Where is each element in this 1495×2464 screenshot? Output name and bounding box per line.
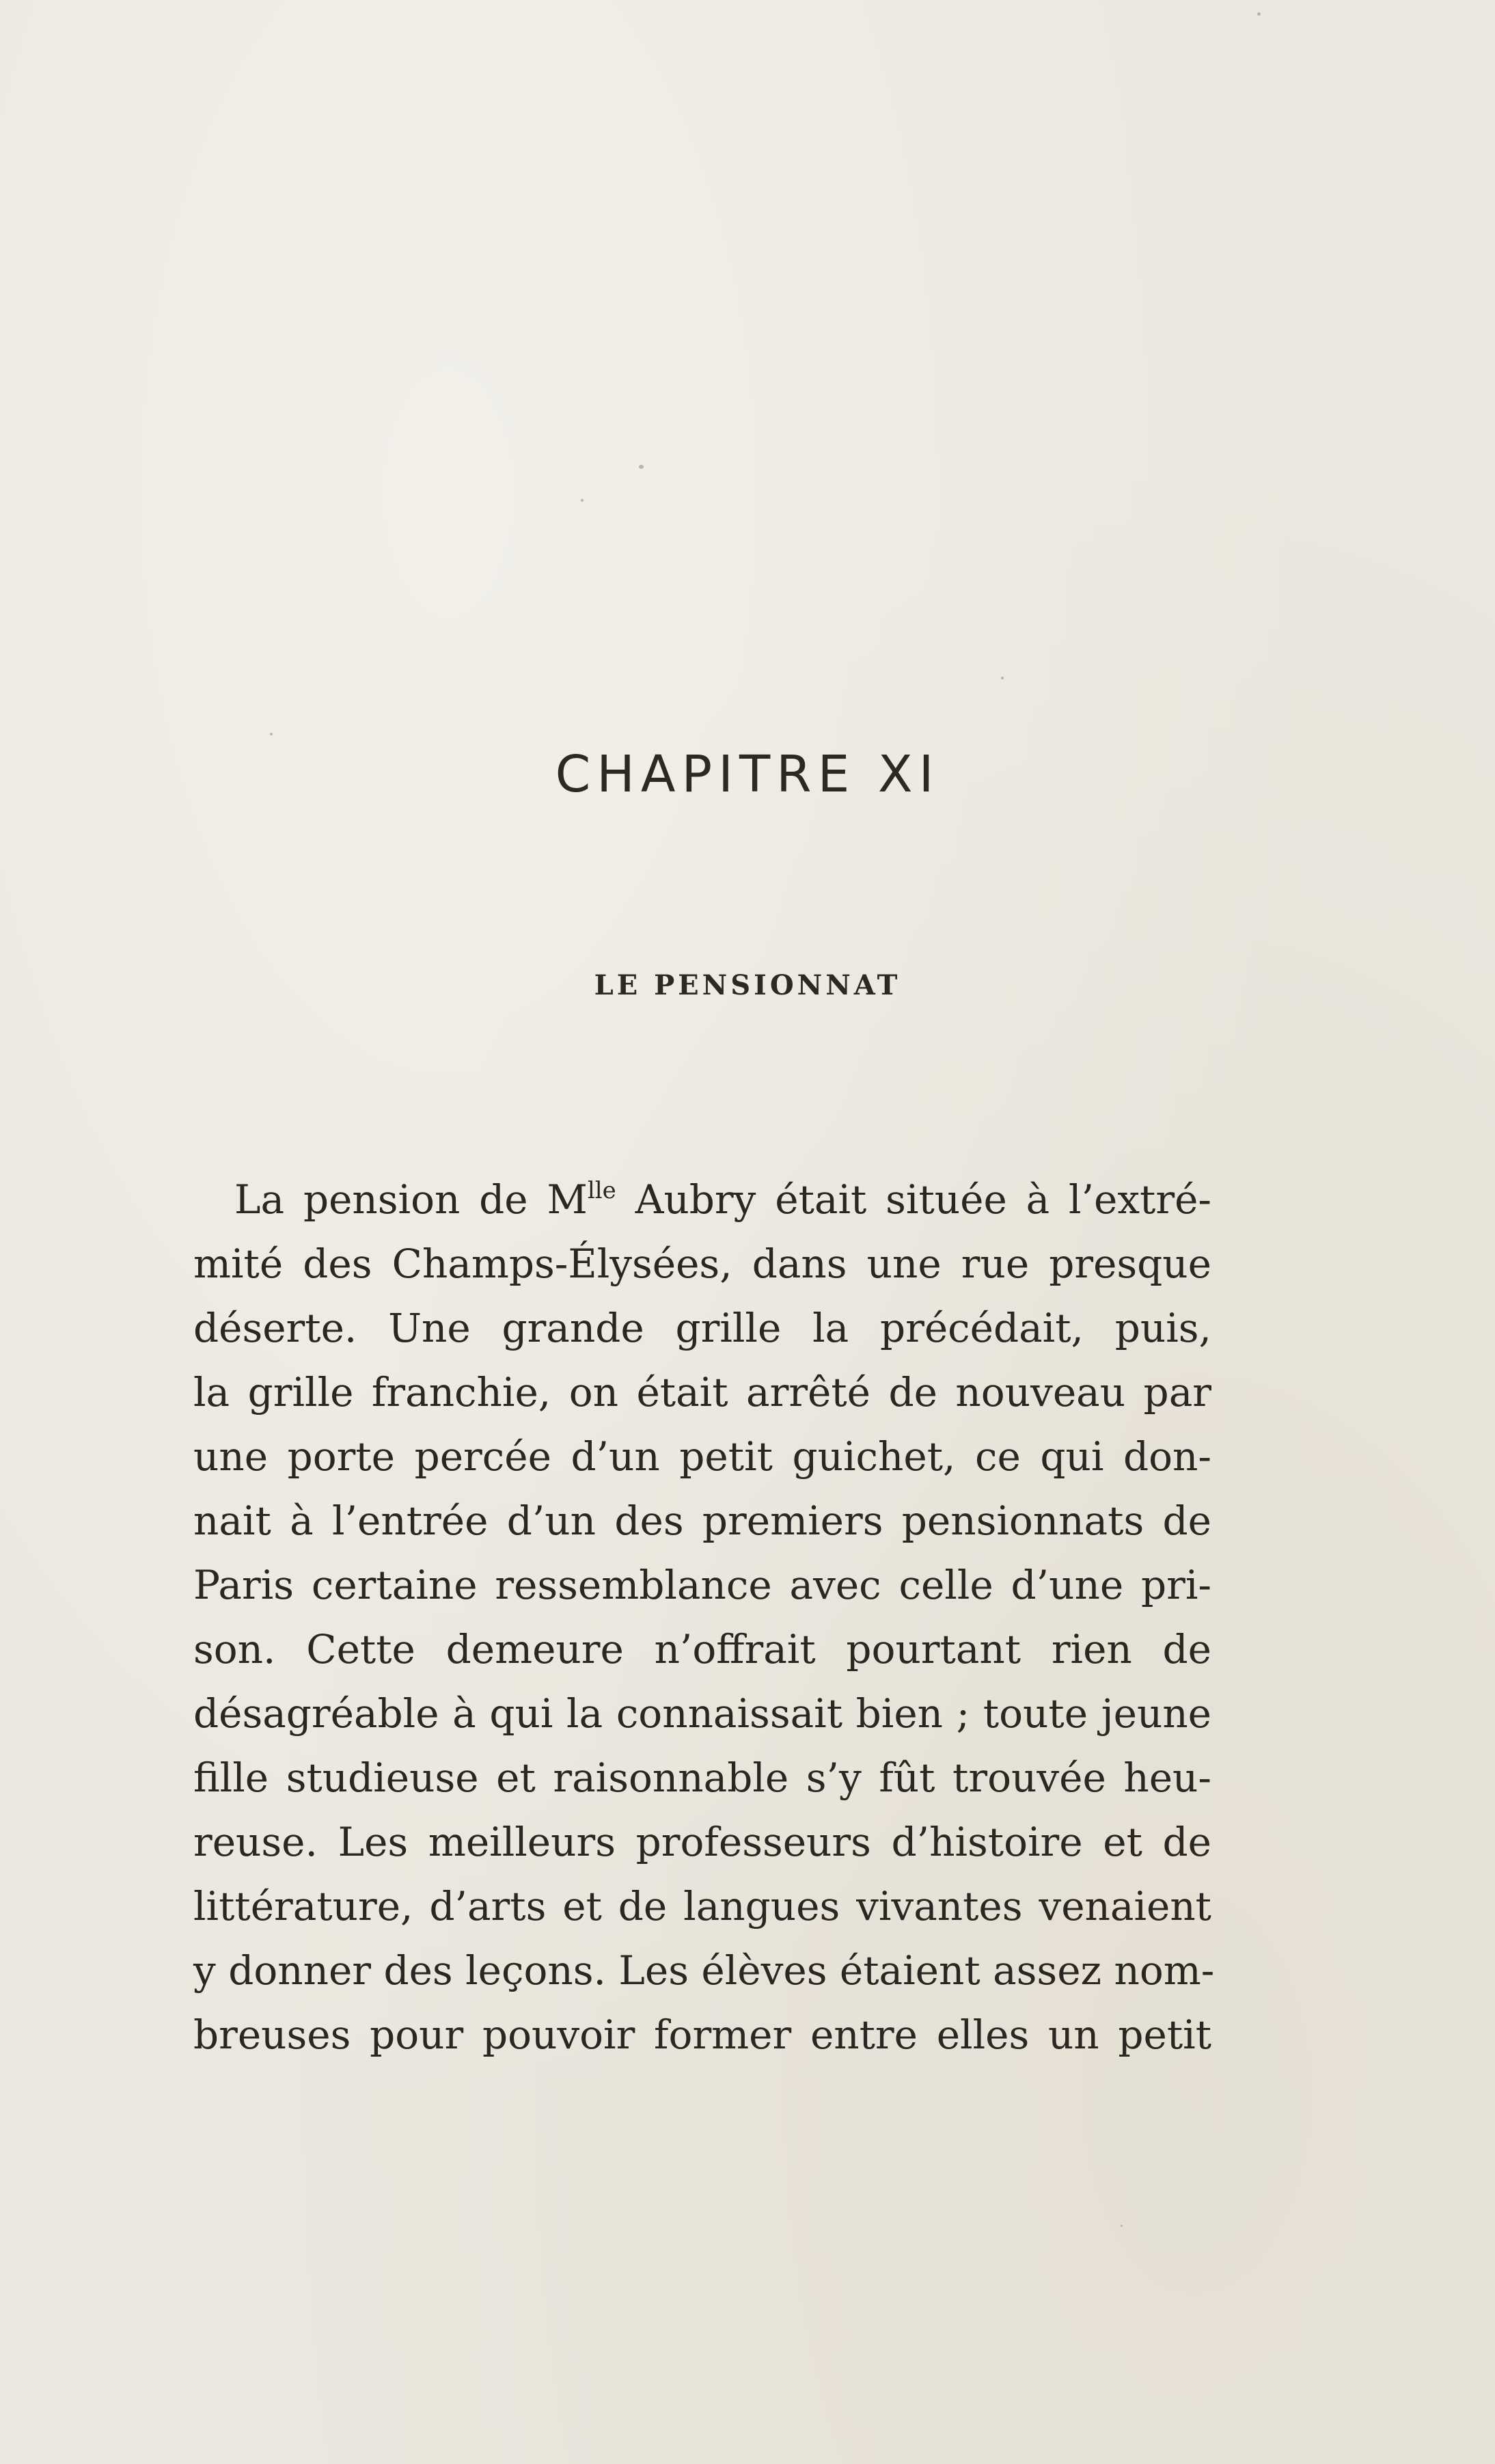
superscript-lle: lle xyxy=(587,1177,616,1204)
paper-speck xyxy=(270,733,273,735)
paper-speck xyxy=(639,465,644,469)
paper-speck xyxy=(1257,12,1261,16)
text-line: Paris certaine ressemblance avec celle d’une pri- xyxy=(193,1562,1211,1608)
chapter-title: CHAPITRE XI xyxy=(555,745,940,804)
text-line: une porte percée d’un petit guichet, ce qui don- xyxy=(193,1433,1211,1480)
body-text xyxy=(193,1167,1215,2067)
text-line: la grille franchie, on était arrêté de nouveau par xyxy=(193,1369,1211,1416)
text-segment: Aubry était située à l’extré- xyxy=(616,1176,1212,1223)
text-line-1 xyxy=(193,1167,1211,1232)
paper-speck xyxy=(1001,677,1004,679)
text-line: déserte. Une grande grille la précédait, puis, xyxy=(193,1305,1211,1351)
text-line: y donner des leçons. Les élèves étaient assez nom- xyxy=(193,1947,1215,1994)
text-line: désagréable à qui la connaissait bien ; toute jeune xyxy=(193,1690,1211,1737)
text-line: fille studieuse et raisonnable s’y fût trouvée heu- xyxy=(193,1755,1211,1801)
first-word: La xyxy=(234,1176,285,1223)
text-line: reuse. Les meilleurs professeurs d’histoire et de xyxy=(193,1819,1211,1865)
paper-speck xyxy=(1121,2225,1123,2227)
text-segment: pension de M xyxy=(303,1176,588,1223)
text-line: son. Cette demeure n’offrait pourtant rien de xyxy=(193,1626,1211,1673)
text-line: mité des Champs-Élysées, dans une rue presque xyxy=(193,1241,1211,1287)
paper-speck xyxy=(581,499,584,502)
text-line: breuses pour pouvoir former entre elles un petit xyxy=(193,2012,1211,2058)
text-line: nait à l’entrée d’un des premiers pensionnats de xyxy=(193,1498,1211,1544)
text-line: littérature, d’arts et de langues vivantes venaient xyxy=(193,1883,1211,1930)
chapter-subtitle: LE PENSIONNAT xyxy=(594,969,901,1001)
